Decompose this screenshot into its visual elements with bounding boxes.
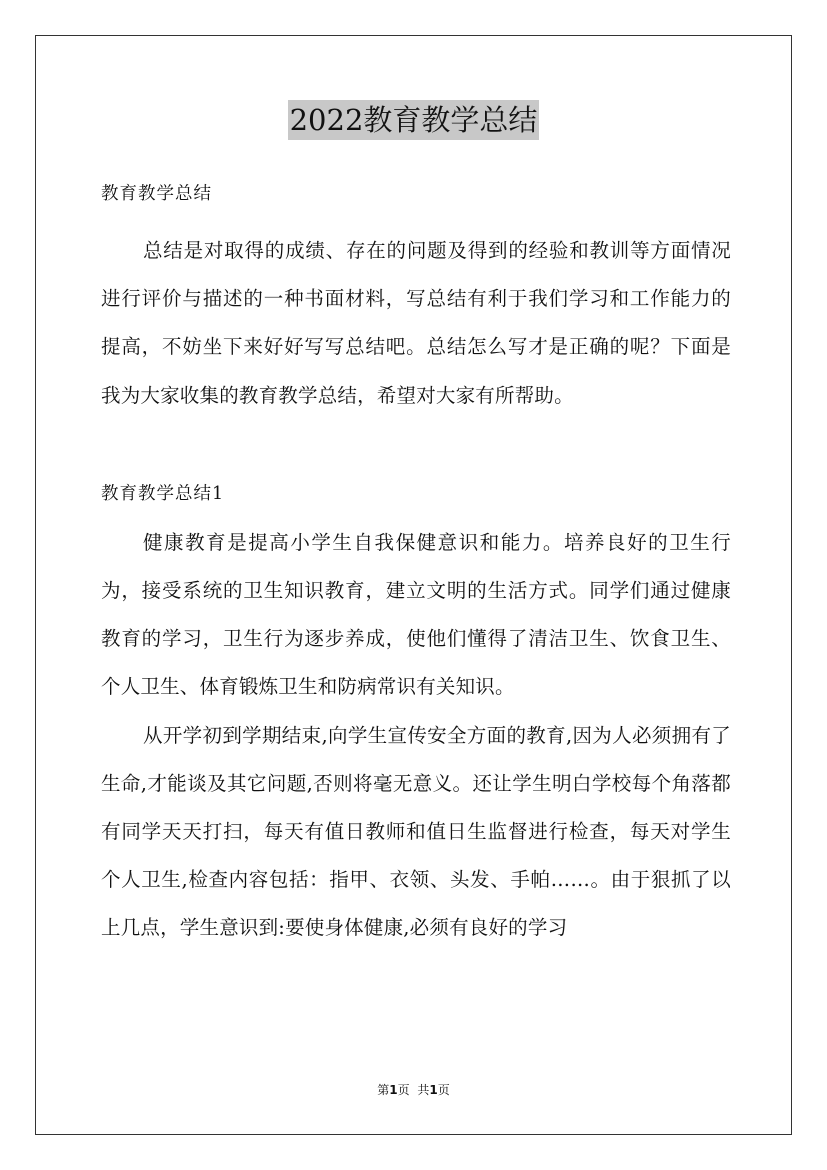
section1-paragraph-1: 健康教育是提高小学生自我保健意识和能力。培养良好的卫生行为，接受系统的卫生知识教育，建立文明的生活方式。同学们通过健康教育的学习，卫生行为逐步养成，使他们懂得了清洁卫生、饮食卫生、个人卫生、体育锻炼卫生和防病常识有关知识。 bbox=[101, 530, 731, 699]
footer-total-prefix: 共 bbox=[417, 1083, 430, 1097]
footer-page-number: 1 bbox=[389, 1083, 398, 1097]
section1-heading: 教育教学总结1 bbox=[101, 483, 225, 504]
document-body bbox=[101, 175, 731, 953]
title-container bbox=[0, 100, 827, 140]
intro-paragraph: 总结是对取得的成绩、存在的问题及得到的经验和教训等方面情况进行评价与描述的一种书面材料，写总结有利于我们学习和工作能力的提高，不妨坐下来好好写写总结吧。总结怎么写才是正确的呢？下面是我为大家收集的教育教学总结，希望对大家有所帮助。 bbox=[101, 239, 731, 407]
footer-page-prefix: 第 bbox=[377, 1083, 390, 1097]
section1-paragraph-2: 从开学初到学期结束,向学生宣传安全方面的教育,因为人必须拥有了生命,才能谈及其它问题,否则将毫无意义。还让学生明白学校每个角落都有同学天天打扫，每天有值日教师和值日生监督进行检查，每天对学生个人卫生,检查内容包括：指甲、衣领、头发、手帕……。由于狠抓了以上几点，学生意识到:要使身体健康,必须有良好的学习 bbox=[101, 723, 731, 940]
intro-heading: 教育教学总结 bbox=[101, 184, 212, 204]
footer-total-pages: 1 bbox=[429, 1083, 438, 1097]
footer-page-suffix: 页 bbox=[397, 1083, 410, 1097]
footer-total-suffix: 页 bbox=[437, 1083, 450, 1097]
document-title: 2022教育教学总结 bbox=[288, 100, 540, 140]
page-footer bbox=[0, 1082, 827, 1098]
